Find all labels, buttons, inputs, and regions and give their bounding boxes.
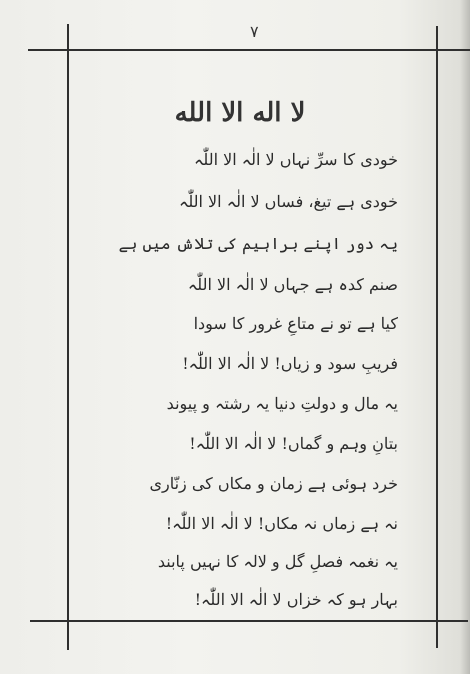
verse-line-9: خرد ہوئی ہے زمان و مکاں کی زنّاری xyxy=(149,474,398,493)
top-rule xyxy=(28,49,470,51)
poem-title: لا اله الا الله xyxy=(174,98,306,128)
verse-line-11: یہ نغمہ فصلِ گل و لالہ کا نہیں پابند xyxy=(157,552,398,571)
verse-line-1: خودی کا سرِّ نہاں لا الٰہ الا اللّٰہ xyxy=(194,150,398,169)
verse-line-8: بتانِ وہم و گماں! لا الٰہ الا اللّٰہ! xyxy=(189,434,398,453)
bottom-rule xyxy=(30,620,468,622)
verse-line-6: فریبِ سود و زیاں! لا الٰہ الا اللّٰہ! xyxy=(182,354,398,373)
verse-line-2: خودی ہے تیغ، فساں لا الٰہ الا اللّٰہ xyxy=(178,192,398,211)
verse-line-10: نہ ہے زماں نہ مکاں! لا الٰہ الا اللّٰہ! xyxy=(165,514,398,533)
page-edge-shadow xyxy=(460,0,470,674)
verse-line-12: بہار ہو کہ خزاں لا الٰہ الا اللّٰہ! xyxy=(194,590,398,609)
verse-line-3: یہ دور اپنے براہیم کی تلاش میں ہے xyxy=(118,234,398,253)
page-number: ۷ xyxy=(250,22,259,41)
right-rule xyxy=(436,26,438,648)
verse-line-5: کیا ہے تو نے متاعِ غرور کا سودا xyxy=(193,314,398,333)
verse-line-7: یہ مال و دولتِ دنیا یہ رشتہ و پیوند xyxy=(166,394,398,413)
left-rule xyxy=(67,24,69,650)
verse-line-4: صنم کدہ ہے جہاں لا الٰہ الا اللّٰہ xyxy=(187,275,398,294)
